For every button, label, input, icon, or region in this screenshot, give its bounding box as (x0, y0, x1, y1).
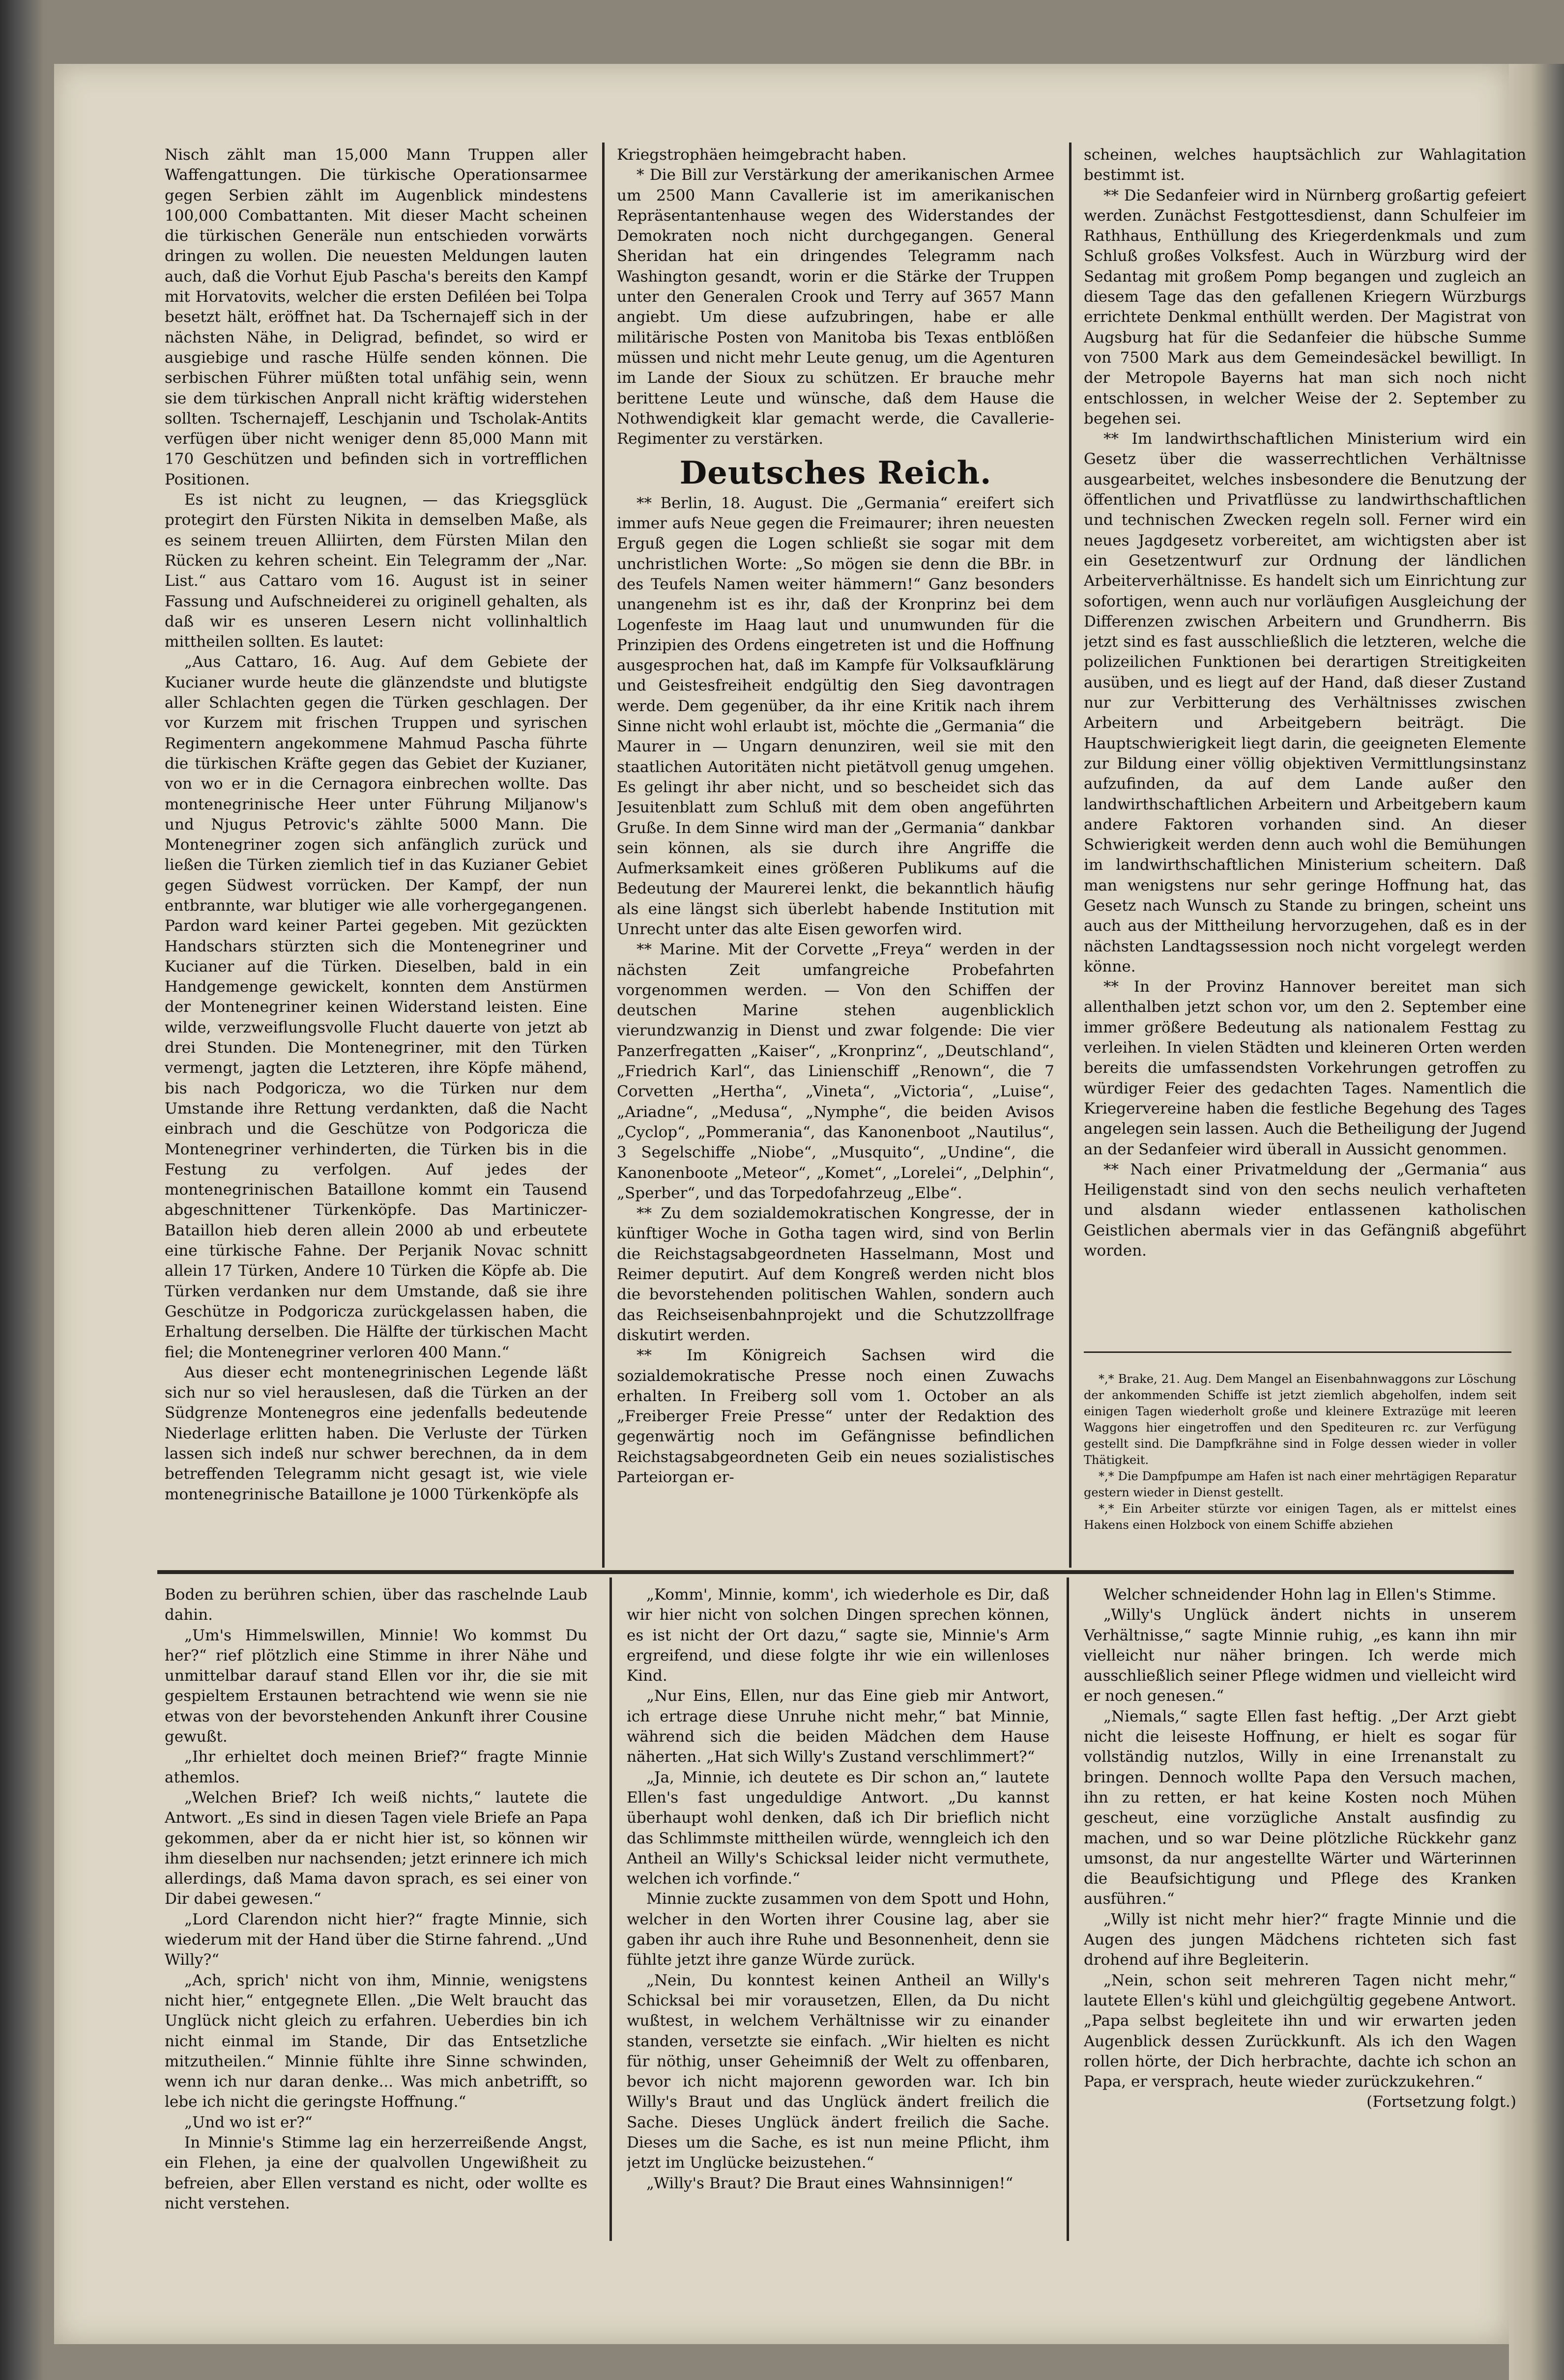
local-news (1084, 1371, 1516, 1568)
column-divider (609, 1577, 612, 2241)
paragraph: Es ist nicht zu leugnen, — das Kriegsglück protegirt den Fürsten Nikita in demselben Maße, als es seinem treuen Alliirten, dem Fürsten Milan den Rücken zu kehren scheint. Ein Telegramm der „Nar. List.“ aus Cattaro vom 16. August ist in seiner Fassung und Aufschneiderei zu originell gehalten, als daß wir es unseren Lesern nicht vollinhaltlich mittheilen sollten. Es lautet: (165, 491, 587, 651)
paragraph: „Und wo ist er?“ (184, 2113, 313, 2131)
paragraph: „Nur Eins, Ellen, nur das Eine gieb mir Antwort, ich ertrage diese Unruhe nicht mehr,“ bat Minnie, während sich die beiden Mädchen dem Hause näherten. „Hat sich Willy's Zustand verschlimmert?“ (627, 1687, 1049, 1766)
paragraph: „Willy's Unglück ändert nichts in unserem Verhältnisse,“ sagte Minnie ruhig, „es kann ihn mir vielleicht nur näher bringen. Ich werde mich ausschließlich seiner Pflege widmen und vielleicht wird er noch genesen.“ (1084, 1606, 1516, 1705)
paragraph: „Welchen Brief? Ich weiß nichts,“ lautete die Antwort. „Es sind in diesen Tagen viele Briefe an Papa gekommen, aber da er nicht hier ist, so können wir ihm dieselben nur nachsenden; jetzt erinnere ich mich allerdings, daß Mama davon sprach, es sei einer von Dir dabei gewesen.“ (165, 1788, 587, 1908)
paragraph: „Nein, schon seit mehreren Tagen nicht mehr,“ lautete Ellen's kühl und gleichgültig gegebene Antwort. „Papa selbst begleitete ihn und wir erwarten jeden Augenblick dessen Zurückkunft. Als ich den Wagen rollen hörte, der Dich herbrachte, dachte ich schon an Papa, er versprach, heute wieder zurückzukehren.“ (1084, 1971, 1516, 2091)
paragraph: *,* Brake, 21. Aug. Dem Mangel an Eisenbahnwaggons zur Löschung der ankommenden Schiffe ist jetzt ziemlich abgeholfen, indem seit einigen Tagen wiederholt große und kleinere Extrazüge mit leeren Waggons hier eingetroffen und den Spediteuren rc. zur Verfügung gestellt sind. Die Dampfkrähne sind in Folge dessen wieder in voller Thätigkeit. (1084, 1372, 1516, 1467)
feuilleton-column-1 (165, 1585, 587, 2224)
paragraph: Welcher schneidender Hohn lag in Ellen's Stimme. (1103, 1586, 1497, 1604)
paragraph: Boden zu berühren schien, über das raschelnde Laub dahin. (165, 1586, 587, 1624)
paragraph: *,* Die Dampfpumpe am Hafen ist nach einer mehrtägigen Reparatur gestern wieder in Dienst gestellt. (1084, 1469, 1516, 1499)
paragraph: Minnie zuckte zusammen von dem Spott und Hohn, welcher in den Worten ihrer Cousine lag, aber sie gaben ihr auch ihre Ruhe und Besonnenheit, denn sie fühlte jetzt ihre ganze Würde zurück. (627, 1890, 1049, 1969)
paragraph: * Die Bill zur Verstärkung der amerikanischen Armee um 2500 Mann Cavallerie ist im amerikanischen Repräsentantenhause wegen des Widerstandes der Demokraten noch nicht durchgegangen. General Sheridan hat ein dringendes Telegramm nach Washington gesandt, worin er die Stärke der Truppen unter den Generalen Crook und Terry auf 3657 Mann angiebt. Um diese aufzubringen, habe er alle militärische Posten von Manitoba bis Texas entblößen müssen und nicht mehr Leute genug, um die Agenturen im Lande der Sioux zu schützen. Er brauche mehr berittene Leute und wünsche, daß dem Hause die Nothwendigkeit klar gemacht werde, die Cavallerie-Regimenter zu verstärken. (617, 166, 1054, 448)
column-divider (602, 143, 605, 1568)
paragraph: Aus dieser echt montenegrinischen Legende läßt sich nur so viel herauslesen, daß die Türken an der Südgrenze Montenegros eine jedenfalls bedeutende Niederlage erlitten haben. Die Verluste der Türken lassen sich indeß nur schwer berechnen, da in dem betreffenden Telegramm nicht gesagt ist, wie viele montenegrinische Bataillone je 1000 Türkenköpfe als (165, 1363, 587, 1503)
top-column-3 (1084, 145, 1526, 1349)
column-divider (1067, 1577, 1069, 2241)
paragraph: ** Die Sedanfeier wird in Nürnberg großartig gefeiert werden. Zunächst Festgottesdienst, dann Schulfeier im Rathhaus, Enthüllung des Kriegerdenkmals und zum Schluß großes Volksfest. Auch in Würzburg wird der Sedantag mit großem Pomp begangen und zugleich an diesem Tage das den gefallenen Kriegern Würzburgs errichtete Denkmal enthüllt werden. Der Magistrat von Augsburg hat für die Sedanfeier die hübsche Summe von 7500 Mark aus dem Gemeindesäckel bewilligt. In der Metropole Bayerns hat man sich noch nicht entschlossen, in welcher Weise der 2. September zu begehen sei. (1084, 186, 1526, 428)
paragraph: „Willy's Braut? Die Braut eines Wahnsinnigen!“ (646, 2174, 1014, 2192)
top-column-2 (617, 145, 1054, 1565)
feuilleton-column-2 (627, 1585, 1049, 2224)
paragraph: ** Berlin, 18. August. Die „Germania“ ereifert sich immer aufs Neue gegen die Freimaurer; ihren neuesten Erguß gegen die Logen schließt sie sogar mit dem unchristlichen Worte: „So mögen sie denn die BBr. in des Teufels Namen weiter hämmern!“ Ganz besonders unangenehm ist es ihr, daß der Kronprinz bei dem Logenfeste im Haag laut und unumwunden für die Prinzipien des Ordens eingetreten ist und die Hoffnung ausgesprochen hat, daß im Kampfe für Volksaufklärung und Geistesfreiheit endgültig den Sieg davontragen werde. Dem gegenüber, da ihr eine Kritik nach ihrem Sinne nicht wohl erlaubt ist, möchte die „Germania“ die Maurer in — Ungarn denunziren, weil sie mit den staatlichen Autoritäten nicht pietätvoll genug umgehen. Es gelingt ihr aber nicht, und so bescheidet sich das Jesuitenblatt zum Schluß mit dem oben angeführten Gruße. In dem Sinne wird man der „Germania“ dankbar sein können, als sie durch ihre Angriffe die Aufmerksamkeit eines größeren Publikums auf die Bedeutung der Maurerei lenkt, die bekanntlich häufig als eine längst sich überlebt habende Institution mit Unrecht unter das alte Eisen geworfen wird. (617, 494, 1054, 938)
paragraph: ** Im landwirthschaftlichen Ministerium wird ein Gesetz über die wasserrechtlichen Verhältnisse ausgearbeitet, welches insbesondere die Benutzung der öffentlichen und Privatflüsse zu landwirthschaftlichen und technischen Zwecken regeln soll. Ferner wird ein neues Jagdgesetz vorbereitet, am wichtigsten aber ist ein Gesetzentwurf zur Ordnung der ländlichen Arbeiterverhältnisse. Es handelt sich um Einrichtung zur sofortigen, wenn auch nur vorläufigen Ausgleichung der Differenzen zwischen Arbeitern und Grundherrn. Bis jetzt sind es fast ausschließlich die letzteren, welche die polizeilichen Funktionen bei derartigen Streitigkeiten ausüben, und es liegt auf der Hand, daß dieser Zustand nur zur Verbitterung des Verhältnisses zwischen Arbeitern und Arbeitgebern beiträgt. Die Hauptschwierigkeit liegt darin, die geeigneten Elemente zur Bildung einer völlig objektiven Vermittlungsinstanz aufzufinden, da auf dem Lande außer den landwirthschaftlichen Arbeitern und Arbeitgebern kaum andere Faktoren vorhanden sind. An dieser Schwierigkeit werden denn auch wohl die Bemühungen im landwirthschaftlichen Ministerium scheitern. Daß man wenigstens nur sehr geringe Hoffnung hat, das Gesetz nach Wunsch zu Stande zu bringen, scheint uns auch aus der Mittheilung hervorzugehen, daß es in der nächsten Landtagssession noch nicht vorgelegt werden könne. (1084, 430, 1526, 975)
paragraph: „Niemals,“ sagte Ellen fast heftig. „Der Arzt giebt nicht die leiseste Hoffnung, er hielt es sogar für vollständig nutzlos, Willy in eine Irrenanstalt zu bringen. Dennoch wollte Papa den Versuch machen, ihn zu retten, er hat keine Kosten noch Mühen gescheut, eine vorzügliche Anstalt ausfindig zu machen, und so war Deine plötzliche Rückkehr ganz umsonst, da nur angestellte Wärter und Wärterinnen die Beaufsichtigung und Pflege des Kranken ausführen.“ (1084, 1707, 1516, 1908)
paragraph: „Nein, Du konntest keinen Antheil an Willy's Schicksal bei mir vorausetzen, Ellen, da Du nicht wußtest, in welchem Verhältnisse wir zu einander standen, versetzte sie einfach. „Wir hielten es nicht für nöthig, unser Geheimniß der Welt zu offenbaren, bevor ich nicht majorenn geworden war. Ich bin Willy's Braut und das Unglück ändert freilich die Sache. Dieses Unglück ändert freilich die Sache. Dieses um die Sache, es ist nun meine Pflicht, ihm jetzt im Unglücke beizustehen.“ (627, 1971, 1049, 2172)
paragraph: „Um's Himmelswillen, Minnie! Wo kommst Du her?“ rief plötzlich eine Stimme in ihrer Nähe und unmittelbar darauf stand Ellen vor ihr, die sie mit gespieltem Erstaunen betrachtend wie wenn sie nie etwas von der bevorstehenden Ankunft ihrer Cousine gewußt. (165, 1626, 587, 1746)
feuilleton-column-3 (1084, 1585, 1516, 2224)
paragraph: ** Nach einer Privatmeldung der „Germania“ aus Heiligenstadt sind von den sechs neulich verhafteten und alsdann wieder entlassenen katholischen Geistlichen abermals vier in das Gefängniß abgeführt worden. (1084, 1160, 1526, 1260)
continuation-note: (Fortsetzung folgt.) (1366, 2093, 1516, 2111)
paragraph: Nisch zählt man 15,000 Mann Truppen aller Waffengattungen. Die türkische Operationsarmee gegen Serbien zählt im Augenblick mindestens 100,000 Combattanten. Mit dieser Macht scheinen die türkischen Generäle nun entschieden vorwärts dringen zu wollen. Die neuesten Meldungen lauten auch, daß die Vorhut Ejub Pascha's bereits den Kampf mit Horvatovits, welcher die ersten Defiléen bei Tolpa besetzt hält, eröffnet hat. Da Tschernajeff sich in der nächsten Nähe, in Deligrad, befindet, so wird er ausgiebige und rasche Hülfe senden können. Die serbischen Führer müßten total unfähig sein, wenn sie dem türkischen Anprall nicht kräftig widerstehen sollten. Tschernajeff, Leschjanin und Tscholak-Antits verfügen über nicht weniger denn 85,000 Mann mit 170 Geschützen und befinden sich in vortrefflichen Positionen. (165, 146, 587, 488)
paragraph: *,* Ein Arbeiter stürzte vor einigen Tagen, als er mittelst eines Hakens einen Holzbock von einem Schiffe abziehen (1084, 1502, 1516, 1532)
paragraph: ** In der Provinz Hannover bereitet man sich allenthalben jetzt schon vor, um den 2. September eine immer größere Bedeutung als nationalem Festtag zu verleihen. In vielen Städten und kleineren Orten werden bereits die umfassendsten Vorkehrungen getroffen zu würdiger Feier des gedachten Tages. Namentlich die Kriegervereine haben die festliche Begehung des Tages angelegen sein lassen. Auch die Betheiligung der Jugend an der Sedanfeier wird überall in Aussicht genommen. (1084, 978, 1526, 1158)
top-column-1 (165, 145, 587, 1565)
paragraph: „Willy ist nicht mehr hier?“ fragte Minnie und die Augen des jungen Mädchens richteten sich fast drohend auf ihre Begleiterin. (1084, 1910, 1516, 1969)
paragraph: In Minnie's Stimme lag ein herzerreißende Angst, ein Flehen, ja eine der qualvollen Ungewißheit zu befreien, aber Ellen verstand es nicht, oder wollte es nicht verstehen. (165, 2134, 587, 2212)
paragraph: scheinen, welches hauptsächlich zur Wahlagitation bestimmt ist. (1084, 146, 1526, 184)
paragraph: „Ihr erhieltet doch meinen Brief?“ fragte Minnie athemlos. (165, 1748, 587, 1786)
feuilleton-divider (157, 1570, 1514, 1574)
column-divider (1069, 143, 1072, 1568)
paragraph: „Aus Cattaro, 16. Aug. Auf dem Gebiete der Kucianer wurde heute die glänzendste und blutigste aller Schlachten gegen die Türken geschlagen. Der vor Kurzem mit frischen Truppen und syrischen Regimentern angekommene Mahmud Pascha führte die türkischen Kräfte gegen das Gebiet der Kuzianer, von wo er in die Cernagora einbrechen wollte. Das montenegrinische Heer unter Führung Miljanow's und Njugus Petrovic's zählte 5000 Mann. Die Montenegriner zogen sich anfänglich zurück und ließen die Türken ziemlich tief in das Kuzianer Gebiet gegen Südwest vorrücken. Der Kampf, der nun entbrannte, war blutiger wie alle vorhergegangenen. Pardon ward keiner Partei gegeben. Mit gezückten Handschars stürzten sich die Montenegriner und Kucianer auf die Türken. Dieselben, bald in ein Handgemenge gewickelt, konnten dem Anstürmen der Montenegriner keinen Widerstand leisten. Eine wilde, verzweiflungsvolle Flucht dauerte von jetzt ab drei Stunden. Die Montenegriner, mit den Türken vermengt, jagten die Letzteren, ihre Köpfe mähend, bis nach Podgoricza, wo die Türken nur dem Umstande ihre Rettung verdankten, daß die Nacht einbrach und die Geschütze von Podgoricza die Montenegriner verhinderten, die Türken bis in die Festung zu verfolgen. Auf jedes der montenegrinischen Bataillone kommt ein Tausend abgeschnittener Türkenköpfe. Das Martiniczer-Bataillon hieb deren allein 2000 ab und erbeutete eine türkische Fahne. Der Perjanik Novac schnitt allein 17 Türken, Andere 10 Türken die Köpfe ab. Die Türken verdanken nur dem Umstande, daß sie ihre Geschütze in Podgoricza zurückgelassen haben, die Erhaltung derselben. Die Hälfte der türkischen Macht fiel; die Montenegriner verloren 400 Mann.“ (165, 653, 587, 1361)
paragraph: ** Marine. Mit der Corvette „Freya“ werden in der nächsten Zeit umfangreiche Probefahrten vorgenommen werden. — Von den Schiffen der deutschen Marine stehen augenblicklich vierundzwanzig in Dienst und zwar folgende: Die vier Panzerfregatten „Kaiser“, „Kronprinz“, „Deutschland“, „Friedrich Karl“, das Linienschiff „Renown“, die 7 Corvetten „Hertha“, „Vineta“, „Victoria“, „Luise“, „Ariadne“, „Medusa“, „Nymphe“, die beiden Avisos „Cyclop“, „Pommerania“, das Kanonenboot „Nautilus“, 3 Segelschiffe „Niobe“, „Musquito“, „Undine“, die Kanonenboote „Meteor“, „Komet“, „Lorelei“, „Delphin“, „Sperber“, und das Torpedofahrzeug „Elbe“. (617, 941, 1054, 1202)
local-news-divider (1084, 1351, 1511, 1353)
paragraph: „Ach, sprich' nicht von ihm, Minnie, wenigstens nicht hier,“ entgegnete Ellen. „Die Welt braucht das Unglück nicht gleich zu erfahren. Ueberdies bin ich nicht einmal im Stande, Dir das Entsetzliche mitzutheilen.“ Minnie fühlte ihre Sinne schwinden, wenn ich nur daran denke... Was mich anbetrifft, so lebe ich nicht die geringste Hoffnung.“ (165, 1971, 587, 2111)
paragraph: „Komm', Minnie, komm', ich wiederhole es Dir, daß wir hier nicht von solchen Dingen sprechen können, es ist nicht der Ort dazu,“ sagte sie, Minnie's Arm ergreifend, und diese folgte ihr wie ein willenloses Kind. (627, 1586, 1049, 1685)
paragraph: „Ja, Minnie, ich deutete es Dir schon an,“ lautete Ellen's fast ungeduldige Antwort. „Du kannst überhaupt wohl denken, daß ich Dir brieflich nicht das Schlimmste mittheilen würde, wenngleich ich den Antheil an Willy's Schicksal leider nicht vermuthete, welchen ich vorfinde.“ (627, 1768, 1049, 1888)
paragraph: ** Im Königreich Sachsen wird die sozialdemokratische Presse noch einen Zuwachs erhalten. In Freiberg soll vom 1. October an als „Freiberger Freie Presse“ unter der Redaktion des gegenwärtig noch im Gefängnisse befindlichen Reichstagsabgeordneten Geib ein neues sozialistisches Parteiorgan er- (617, 1347, 1054, 1486)
paragraph: ** Zu dem sozialdemokratischen Kongresse, der in künftiger Woche in Gotha tagen wird, sind von Berlin die Reichstagsabgeordneten Hasselmann, Most und Reimer deputirt. Auf dem Kongreß werden nicht blos die bevorstehenden politischen Wahlen, sondern auch das Reichseisenbahnprojekt und die Schutzzollfrage diskutirt werden. (617, 1204, 1054, 1344)
section-heading: Deutsches Reich. (679, 455, 992, 492)
paragraph: Kriegstrophäen heimgebracht haben. (617, 146, 907, 164)
paragraph: „Lord Clarendon nicht hier?“ fragte Minnie, sich wiederum mit der Hand über die Stirne fahrend. „Und Willy?“ (165, 1910, 587, 1969)
